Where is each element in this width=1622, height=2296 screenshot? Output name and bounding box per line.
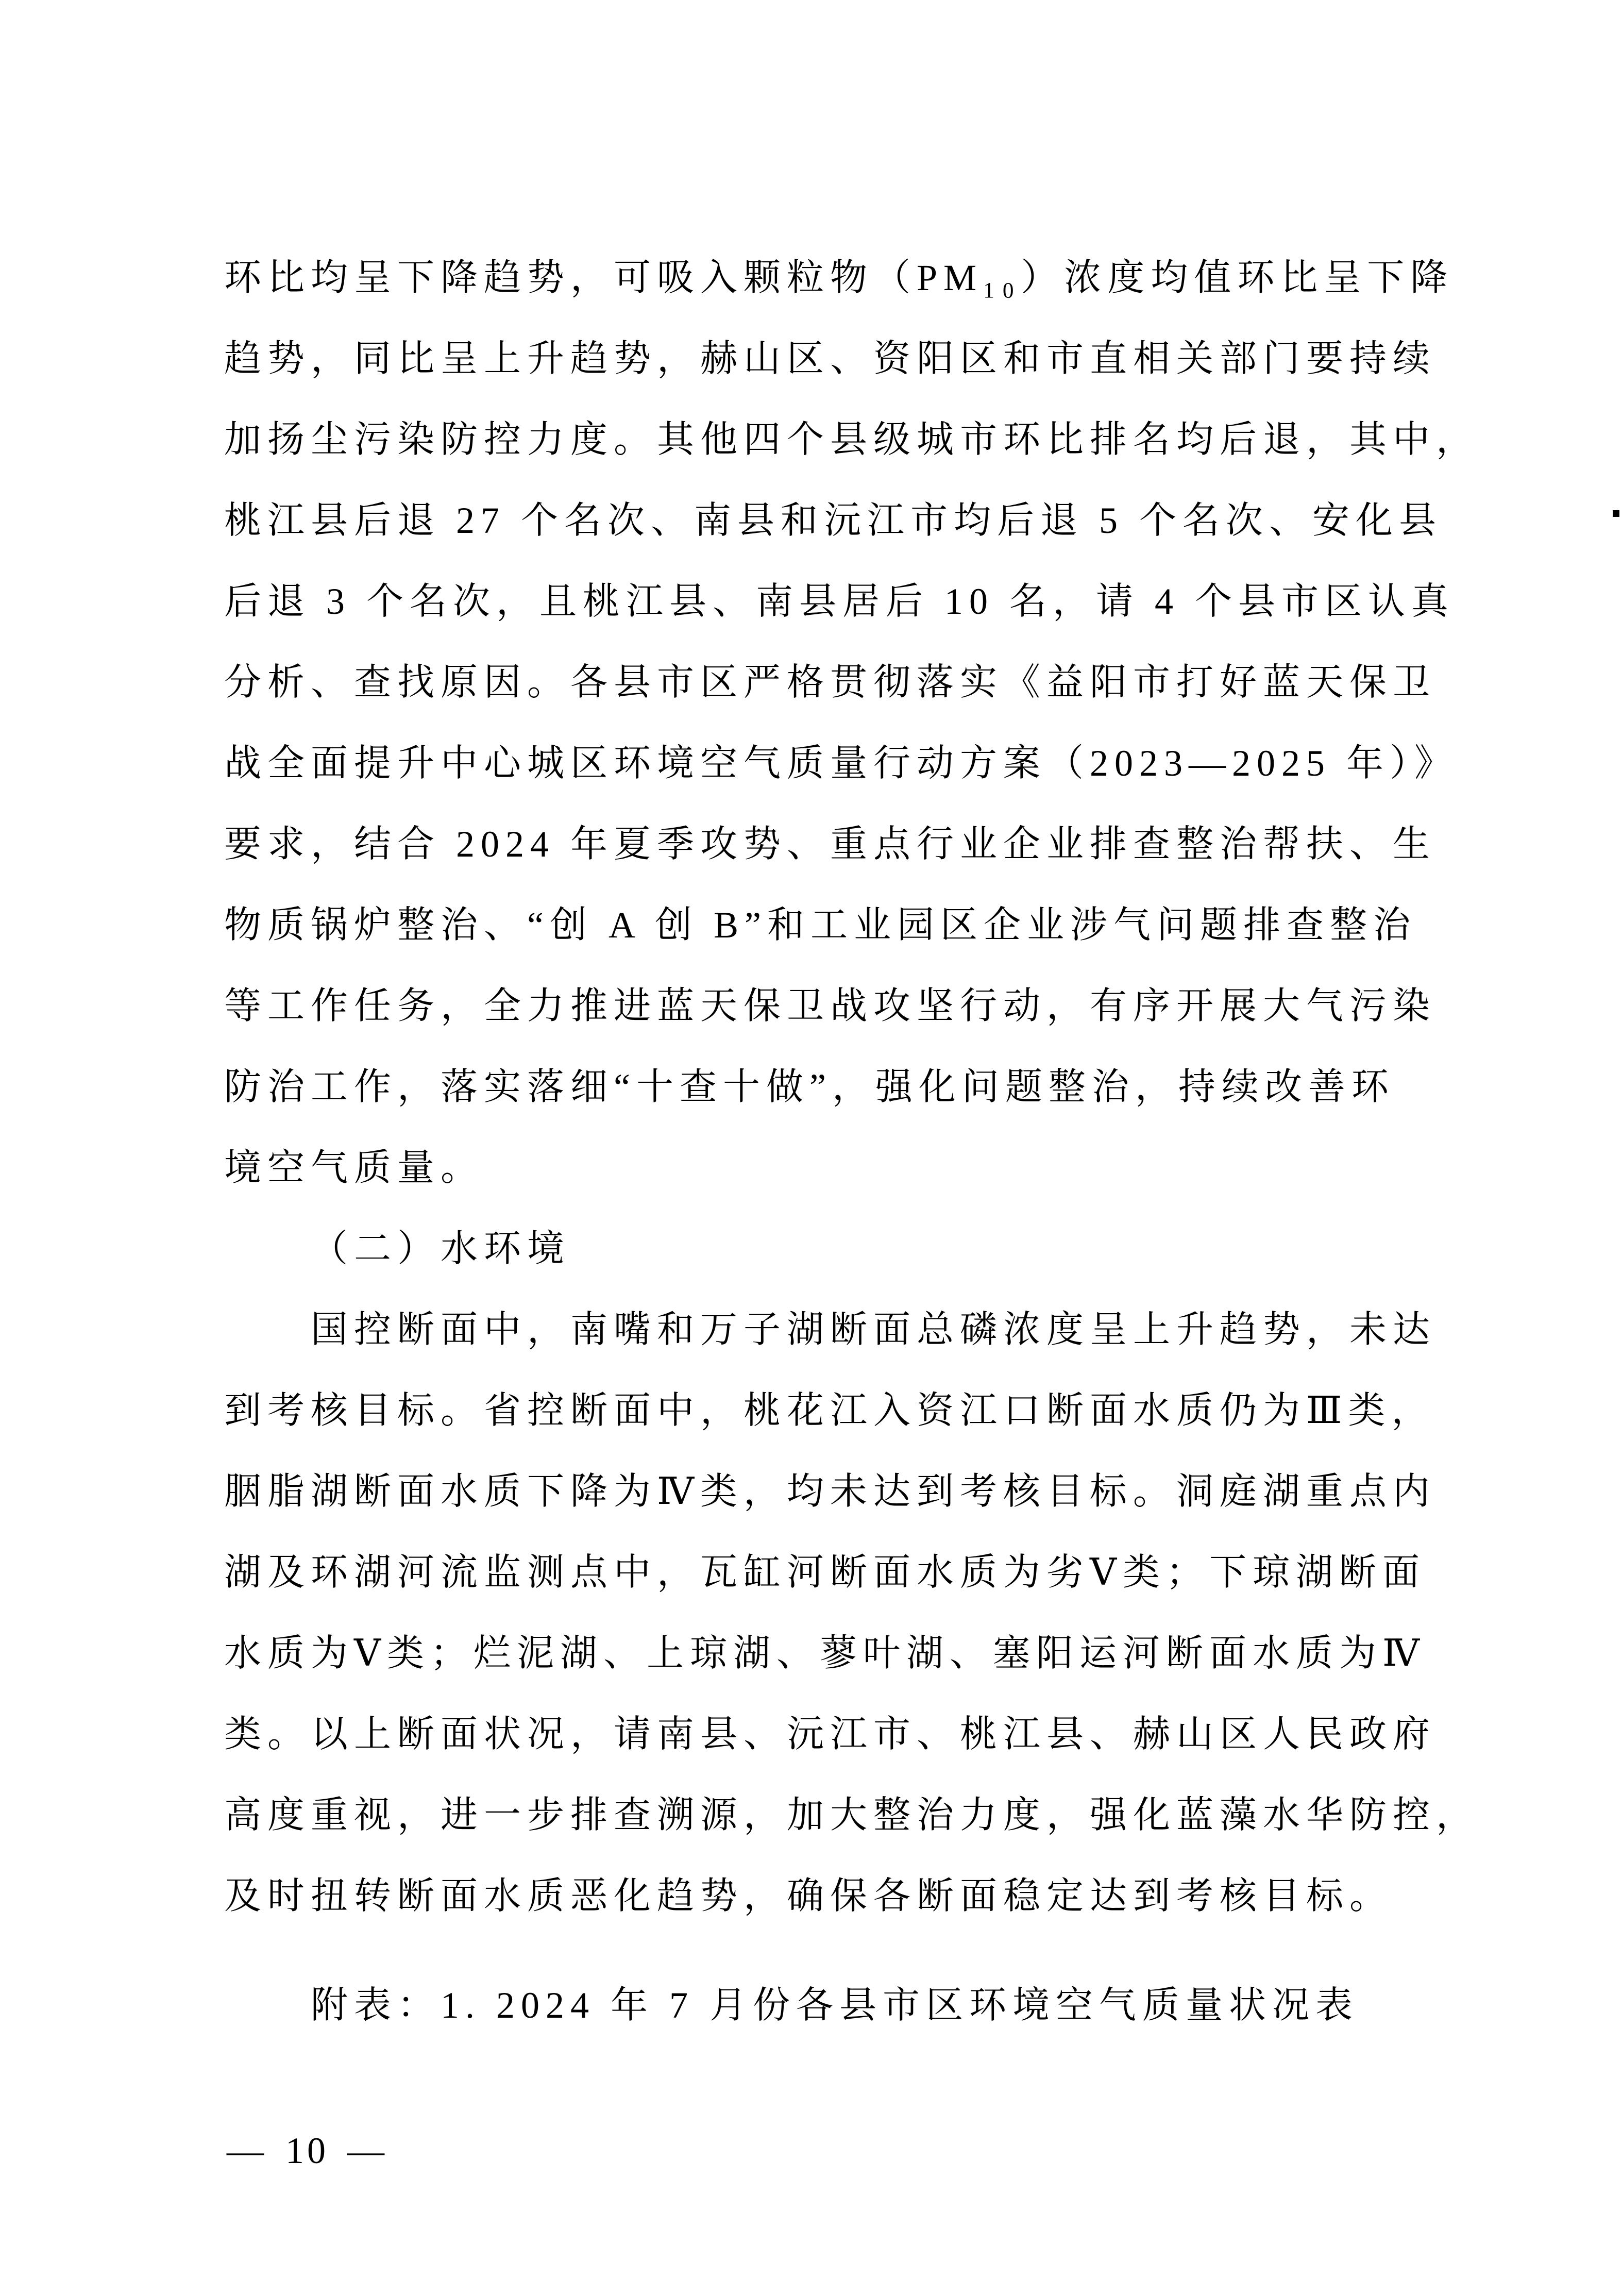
text-line: 后退 3 个名次，且桃江县、南县居后 10 名，请 4 个县市区认真 xyxy=(224,581,1455,622)
text-line: 桃江县后退 27 个名次、南县和沅江市均后退 5 个名次、安化县 xyxy=(224,500,1443,541)
text-line: 战全面提升中心城区环境空气质量行动方案（2023—2025 年）》 xyxy=(224,743,1458,784)
section-heading-water-environment: （二）水环境 xyxy=(311,1228,571,1269)
page-footer xyxy=(227,2122,387,2179)
text-line: 境空气质量。 xyxy=(224,1147,484,1188)
text-line: 要求，结合 2024 年夏季攻势、重点行业企业排查整治帮扶、生 xyxy=(224,824,1437,865)
page-number: — 10 — xyxy=(227,2130,387,2171)
text-line: 类。以上断面状况，请南县、沅江市、桃江县、赫山区人民政府 xyxy=(224,1714,1437,1755)
text-line: 加扬尘污染防控力度。其他四个县级城市环比排名均后退，其中， xyxy=(224,419,1480,460)
text-line: 防治工作，落实落细“十查十做”，强化问题整治，持续改善环 xyxy=(224,1066,1395,1108)
text-line: 水质为Ⅴ类；烂泥湖、上琼湖、蓼叶湖、塞阳运河断面水质为Ⅳ xyxy=(224,1633,1426,1674)
text-line: 物质锅炉整治、“创 A 创 B”和工业园区企业涉气问题排查整治 xyxy=(224,904,1416,946)
text-line: 环比均呈下降趋势，可吸入颗粒物（PM₁₀）浓度均值环比呈下降 xyxy=(224,257,1454,298)
text-line: 胭脂湖断面水质下降为Ⅳ类，均未达到考核目标。洞庭湖重点内 xyxy=(224,1471,1436,1512)
text-line: 及时扭转断面水质恶化趋势，确保各断面稳定达到考核目标。 xyxy=(224,1875,1393,1917)
text-line: 到考核目标。省控断面中，桃花江入资江口断面水质仍为Ⅲ类， xyxy=(224,1390,1435,1431)
text-line: 分析、查找原因。各县市区严格贯彻落实《益阳市打好蓝天保卫 xyxy=(224,662,1437,703)
document-body xyxy=(224,238,1480,2046)
text-line: 高度重视，进一步排查溯源，加大整治力度，强化蓝藻水华防控， xyxy=(224,1795,1480,1836)
text-line: 趋势，同比呈上升趋势，赫山区、资阳区和市直相关部门要持续 xyxy=(224,338,1437,379)
text-line: 湖及环湖河流监测点中，瓦缸河断面水质为劣Ⅴ类；下琼湖断面 xyxy=(224,1552,1426,1593)
text-line: 等工作任务，全力推进蓝天保卫战攻坚行动，有序开展大气污染 xyxy=(224,985,1437,1027)
scan-artifact-dot xyxy=(1613,510,1619,517)
attachment-reference-line: 附表：1. 2024 年 7 月份各县市区环境空气质量状况表 xyxy=(311,1985,1359,2026)
text-line: 国控断面中，南嘴和万子湖断面总磷浓度呈上升趋势，未达 xyxy=(311,1309,1437,1350)
